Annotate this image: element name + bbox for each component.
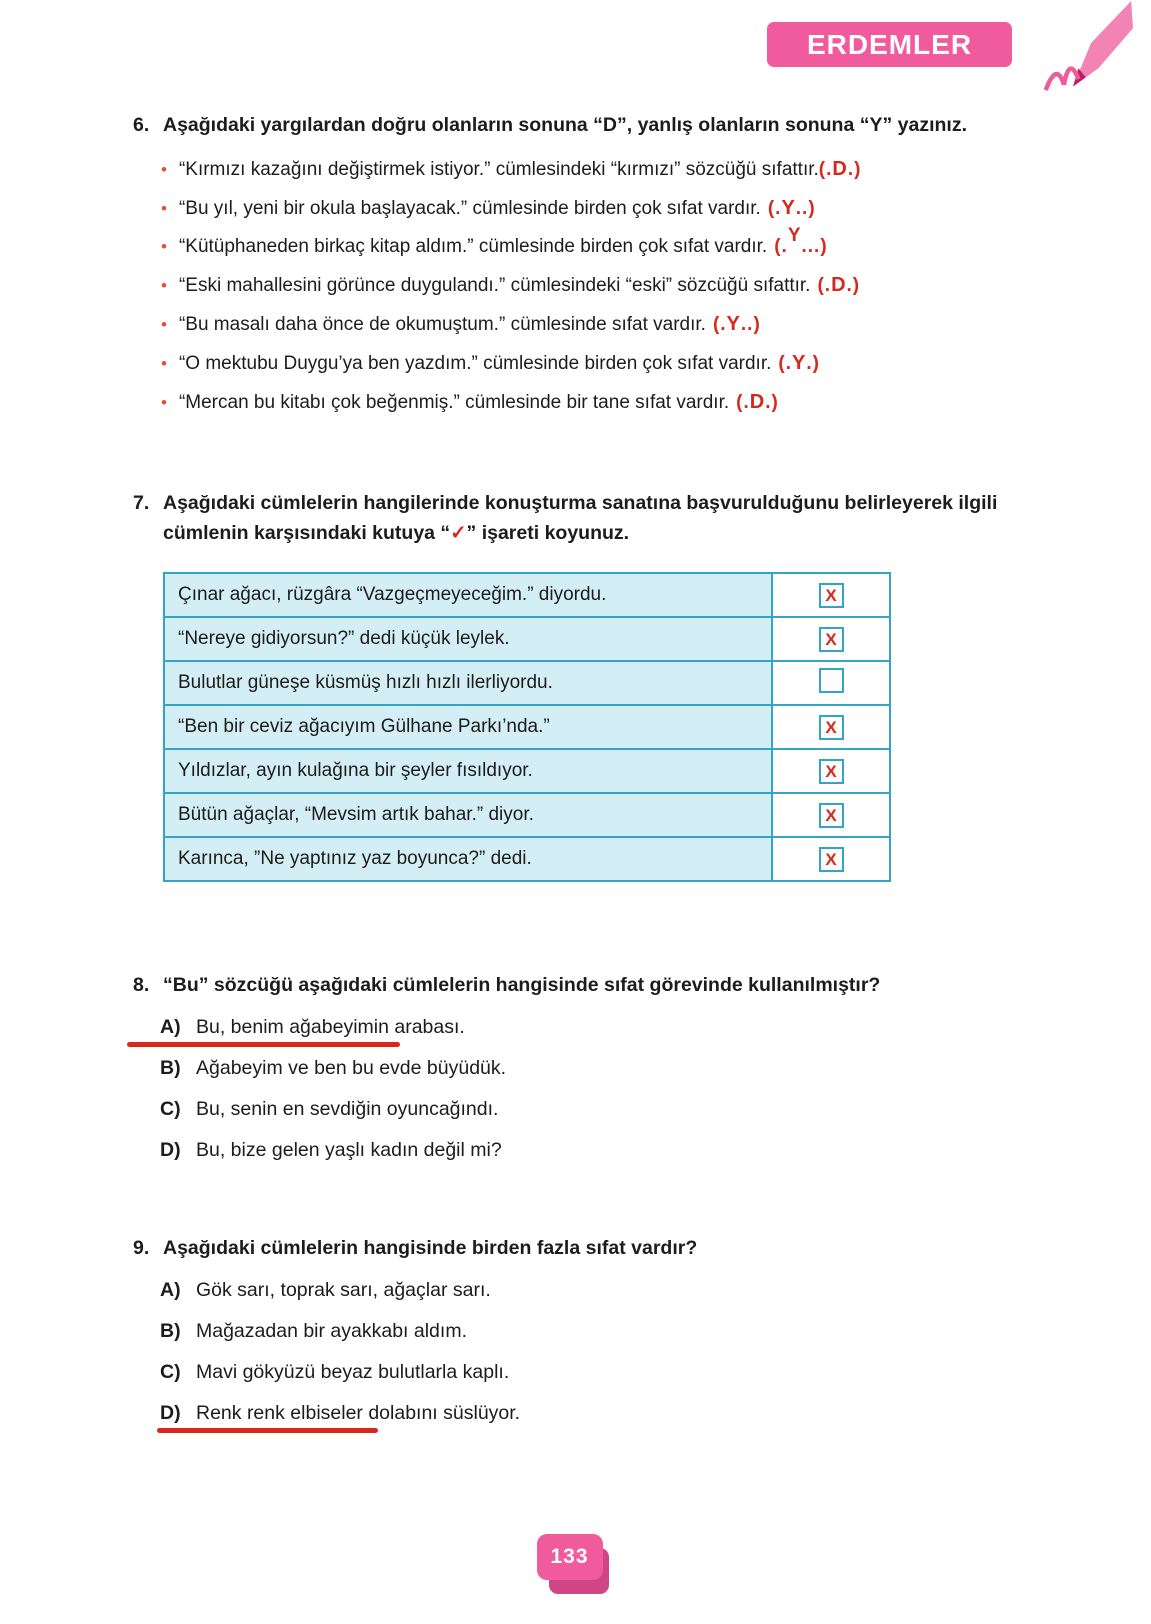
judgment-item — [161, 389, 1033, 416]
handwritten-answer: D — [831, 274, 847, 296]
option-label: B) — [160, 1057, 181, 1079]
table-row — [164, 749, 890, 793]
blank-close: .) — [765, 392, 779, 413]
blank-open: (. — [712, 314, 727, 335]
chapter-title-banner — [767, 22, 1012, 67]
blank-close: ..) — [795, 198, 816, 219]
blank-close: ...) — [801, 236, 828, 257]
options-list — [133, 1014, 1033, 1163]
answer-blank[interactable] — [736, 392, 779, 413]
table-row — [164, 573, 890, 617]
red-underline — [157, 1428, 378, 1433]
option-b[interactable] — [160, 1055, 1033, 1081]
question-number: 9. — [133, 1237, 150, 1259]
answer-blank[interactable] — [768, 198, 816, 219]
judgment-item — [161, 225, 1033, 260]
question-9-header — [133, 1233, 1033, 1263]
check-mark-icon: ✓ — [450, 522, 467, 544]
blank-open: (. — [767, 198, 782, 219]
question-prompt: Aşağıdaki yargılardan doğru olanların sonuna “D”, yanlış olanların sonuna “Y” yazınız. — [163, 114, 968, 136]
option-text: Gök sarı, toprak sarı, ağaçlar sarı. — [196, 1279, 491, 1301]
answer-blank[interactable] — [778, 353, 820, 374]
answer-checkbox[interactable]: X — [819, 803, 844, 828]
option-label: B) — [160, 1320, 181, 1342]
answer-checkbox[interactable]: X — [819, 759, 844, 784]
judgment-item — [161, 350, 1033, 377]
blank-open: (. — [778, 353, 792, 374]
blank-close: .) — [846, 275, 861, 296]
mark-cell — [772, 749, 890, 793]
option-d[interactable] — [160, 1400, 1033, 1426]
option-label: D) — [160, 1139, 181, 1161]
handwritten-answer: Y — [726, 313, 741, 335]
answer-blank[interactable] — [774, 225, 828, 257]
bullet-icon: • — [161, 315, 167, 334]
blank-close: ..) — [740, 314, 761, 335]
bullet-icon: • — [161, 276, 167, 295]
page-number: 133 — [537, 1534, 603, 1580]
table-row — [164, 837, 890, 881]
question-9 — [133, 1233, 1033, 1426]
option-text: Ağabeyim ve ben bu evde büyüdük. — [196, 1057, 507, 1079]
judgment-text: “Eski mahallesini görünce duygulandı.” cümlesindeki “eski” sözcüğü sıfattır. — [178, 275, 811, 296]
answer-blank[interactable] — [817, 275, 860, 296]
option-a[interactable] — [160, 1277, 1033, 1303]
handwritten-answer: Y — [781, 197, 796, 219]
handwritten-answer: Y — [792, 352, 807, 374]
options-list — [133, 1277, 1033, 1426]
red-underline — [127, 1042, 400, 1047]
judgment-text: “O mektubu Duygu’ya ben yazdım.” cümlesinde birden çok sıfat vardır. — [178, 353, 772, 374]
option-text: Bu, benim ağabeyimin arabası. — [196, 1016, 465, 1038]
handwritten-answer: D — [832, 158, 848, 180]
bullet-icon: • — [161, 160, 167, 179]
blank-close: .) — [806, 353, 820, 374]
option-label: C) — [160, 1361, 181, 1383]
mark-cell — [772, 793, 890, 837]
pencil-icon — [1033, 0, 1133, 102]
question-6 — [133, 110, 1033, 416]
question-prompt — [163, 488, 1033, 548]
question-number: 8. — [133, 974, 150, 996]
answer-blank[interactable] — [713, 314, 761, 335]
handwritten-answer: Y — [787, 225, 802, 246]
answer-checkbox[interactable]: X — [819, 715, 844, 740]
blank-close: .) — [847, 159, 862, 180]
page-content — [0, 110, 1151, 1426]
answer-checkbox[interactable] — [819, 668, 844, 693]
bullet-icon: • — [161, 237, 167, 256]
chapter-title: ERDEMLER — [806, 28, 973, 60]
bullet-icon: • — [161, 393, 167, 412]
sentence-cell: Bütün ağaçlar, “Mevsim artık bahar.” diyor. — [164, 793, 772, 837]
table-row — [164, 705, 890, 749]
judgment-text: “Bu yıl, yeni bir okula başlayacak.” cümlesinde birden çok sıfat vardır. — [178, 198, 761, 219]
mark-cell — [772, 705, 890, 749]
mark-cell — [772, 661, 890, 705]
sentence-cell: Yıldızlar, ayın kulağına bir şeyler fısıldıyor. — [164, 749, 772, 793]
judgment-list — [161, 156, 1033, 416]
option-text: Mağazadan bir ayakkabı aldım. — [196, 1320, 467, 1342]
option-label: C) — [160, 1098, 181, 1120]
option-c[interactable] — [160, 1096, 1033, 1122]
question-7 — [133, 488, 1033, 882]
judgment-text: “Kütüphaneden birkaç kitap aldım.” cümlesinde birden çok sıfat vardır. — [178, 236, 768, 257]
judgment-item — [161, 156, 1033, 183]
judgment-text: “Bu masalı daha önce de okumuştum.” cümlesinde sıfat vardır. — [178, 314, 706, 335]
option-text: Renk renk elbiseler dolabını süslüyor. — [196, 1402, 521, 1424]
option-label: A) — [160, 1279, 181, 1301]
option-text: Bu, bize gelen yaşlı kadın değil mi? — [196, 1139, 502, 1161]
judgment-item — [161, 195, 1033, 222]
answer-checkbox[interactable]: X — [819, 627, 844, 652]
answer-checkbox[interactable]: X — [819, 847, 844, 872]
judgment-text: “Mercan bu kitabı çok beğenmiş.” cümlesinde bir tane sıfat vardır. — [178, 392, 730, 413]
sentence-cell: “Nereye gidiyorsun?” dedi küçük leylek. — [164, 617, 772, 661]
table-row — [164, 617, 890, 661]
question-prompt: “Bu” sözcüğü aşağıdaki cümlelerin hangisinde sıfat görevinde kullanılmıştır? — [163, 974, 881, 996]
option-label: D) — [160, 1402, 181, 1424]
judgment-item — [161, 272, 1033, 299]
option-d[interactable] — [160, 1137, 1033, 1163]
question-8-header — [133, 970, 1033, 1000]
prompt-after: ” işareti koyunuz. — [466, 522, 630, 544]
bullet-icon: • — [161, 199, 167, 218]
prompt-before: Aşağıdaki cümlelerin hangilerinde konuşturma sanatına başvurulduğunu belirleyerek ilgili cümlenin karşısındaki kutuya “ — [163, 492, 998, 544]
sentence-cell: Bulutlar güneşe küsmüş hızlı hızlı ilerliyordu. — [164, 661, 772, 705]
page-number-badge — [537, 1534, 615, 1596]
question-number: 6. — [133, 114, 150, 136]
sentence-cell: Çınar ağacı, rüzgâra “Vazgeçmeyeceğim.” diyordu. — [164, 573, 772, 617]
question-6-header — [133, 110, 1033, 140]
answer-blank[interactable] — [819, 159, 862, 180]
blank-open: (. — [817, 275, 832, 296]
blank-open: (. — [774, 236, 788, 257]
table-row — [164, 793, 890, 837]
option-b[interactable] — [160, 1318, 1033, 1344]
blank-open: (. — [818, 159, 833, 180]
question-8 — [133, 970, 1033, 1163]
sentence-cell: Karınca, ”Ne yaptınız yaz boyunca?” dedi. — [164, 837, 772, 881]
personification-table — [163, 572, 891, 882]
answer-checkbox[interactable]: X — [819, 583, 844, 608]
table-row — [164, 661, 890, 705]
question-7-header — [133, 488, 1033, 548]
judgment-text: “Kırmızı kazağını değiştirmek istiyor.” cümlesindeki “kırmızı” sözcüğü sıfattır. — [178, 159, 819, 180]
option-text: Mavi gökyüzü beyaz bulutlarla kaplı. — [196, 1361, 510, 1383]
question-prompt: Aşağıdaki cümlelerin hangisinde birden fazla sıfat vardır? — [163, 1237, 698, 1259]
mark-cell — [772, 573, 890, 617]
page-header — [0, 0, 1151, 98]
mark-cell — [772, 617, 890, 661]
option-label: A) — [160, 1016, 181, 1038]
sentence-cell: “Ben bir ceviz ağacıyım Gülhane Parkı’nda.” — [164, 705, 772, 749]
option-c[interactable] — [160, 1359, 1033, 1385]
bullet-icon: • — [161, 354, 167, 373]
mark-cell — [772, 837, 890, 881]
option-text: Bu, senin en sevdiğin oyuncağındı. — [196, 1098, 499, 1120]
option-a[interactable] — [160, 1014, 1033, 1040]
handwritten-answer: D — [749, 391, 766, 413]
judgment-item — [161, 311, 1033, 338]
blank-open: (. — [736, 392, 750, 413]
question-number: 7. — [133, 492, 150, 514]
